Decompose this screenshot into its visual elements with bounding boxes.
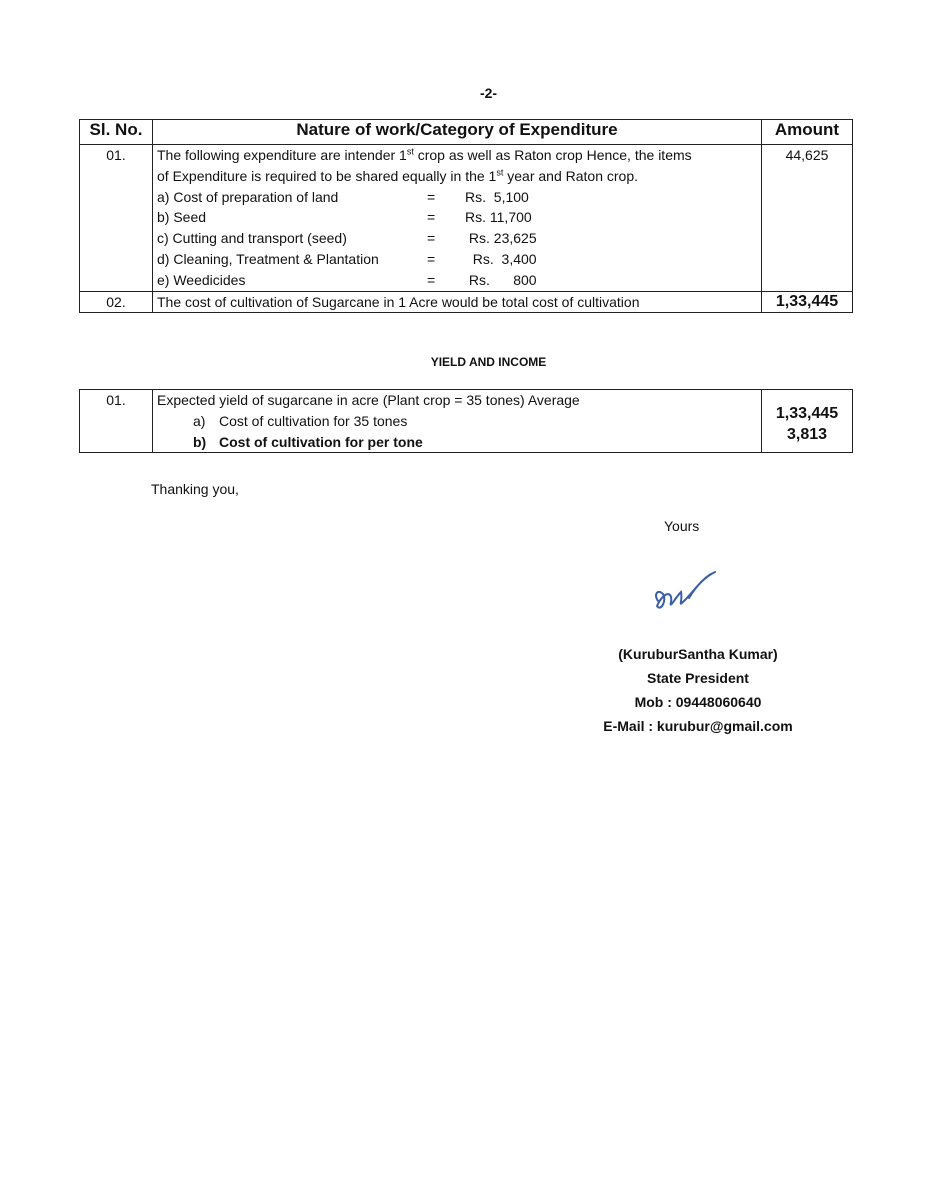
item-label: Cost of cultivation for 35 tones <box>219 412 408 429</box>
item-value: Rs. 800 <box>465 271 537 288</box>
section-title: YIELD AND INCOME <box>430 355 547 369</box>
description-line <box>157 166 757 187</box>
item-equals: = <box>427 230 436 247</box>
description-line: Expected yield of sugarcane in acre (Plant crop = 35 tones) Average <box>157 392 580 408</box>
header-sl-no: Sl. No. <box>80 120 153 145</box>
item-value: Rs. 5,100 <box>465 188 529 205</box>
text: of Expenditure is required to be shared equally in the 1 <box>157 167 497 184</box>
expenditure-table <box>79 119 853 313</box>
list-item <box>157 207 757 228</box>
signature-icon <box>645 562 725 622</box>
table-header-row <box>80 120 853 145</box>
item-letter: b) <box>193 433 207 450</box>
list-item <box>157 270 757 291</box>
spacer <box>766 390 848 404</box>
description-line <box>157 145 757 166</box>
list-item <box>157 432 757 453</box>
signatory-block <box>580 642 816 738</box>
superscript: st <box>406 146 414 157</box>
item-letter: a) <box>193 412 206 429</box>
item-equals: = <box>427 271 436 288</box>
list-item <box>157 228 757 249</box>
item-value: Rs. 11,700 <box>465 209 532 226</box>
amount-a: 1,33,445 <box>775 405 839 422</box>
page-number: -2- <box>479 85 498 101</box>
row-description: The cost of cultivation of Sugarcane in 1 Acre would be total cost of cultivation <box>153 291 762 313</box>
text: year and Raton crop. <box>503 167 638 184</box>
row-amount <box>762 390 853 453</box>
item-equals: = <box>427 209 436 226</box>
header-amount: Amount <box>762 120 853 145</box>
text: The following expenditure are intender 1 <box>157 147 407 163</box>
item-label: d) Cleaning, Treatment & Plantation <box>157 250 379 267</box>
item-label: c) Cutting and transport (seed) <box>157 230 347 247</box>
list-item <box>157 249 757 270</box>
row-description <box>153 145 762 292</box>
closing-yours: Yours <box>664 518 700 534</box>
closing-thanks: Thanking you, <box>151 481 239 497</box>
amount-b: 3,813 <box>786 425 828 443</box>
table-row <box>80 291 853 313</box>
signatory-mobile: Mob : 09448060640 <box>634 694 762 710</box>
superscript: st <box>496 167 504 178</box>
item-value: Rs. 3,400 <box>465 250 537 267</box>
item-equals: = <box>427 250 436 267</box>
row-sl: 01. <box>80 390 153 453</box>
handwritten-signature <box>645 562 725 627</box>
row-amount-total: 1,33,445 <box>762 291 853 313</box>
row-description <box>153 390 762 453</box>
item-value: Rs. 23,625 <box>465 230 537 247</box>
header-nature-of-work: Nature of work/Category of Expenditure <box>153 120 762 145</box>
row-sl: 02. <box>80 291 153 313</box>
text: crop as well as Raton crop Hence, the items <box>413 147 692 163</box>
row-amount: 44,625 <box>762 145 853 292</box>
list-item <box>157 187 757 208</box>
item-label: b) Seed <box>157 209 207 226</box>
signatory-name: (KuruburSantha Kumar) <box>618 646 778 662</box>
signatory-title: State President <box>647 670 749 686</box>
table-row <box>80 390 853 453</box>
item-label: a) Cost of preparation of land <box>157 188 339 205</box>
signatory-email: E-Mail : kurubur@gmail.com <box>603 718 793 734</box>
item-label: e) Weedicides <box>157 271 246 288</box>
item-equals: = <box>427 188 436 205</box>
row-sl: 01. <box>80 145 153 292</box>
yield-table <box>79 389 853 453</box>
item-label: Cost of cultivation for per tone <box>219 433 423 450</box>
table-row <box>80 145 853 292</box>
list-item <box>157 411 757 432</box>
